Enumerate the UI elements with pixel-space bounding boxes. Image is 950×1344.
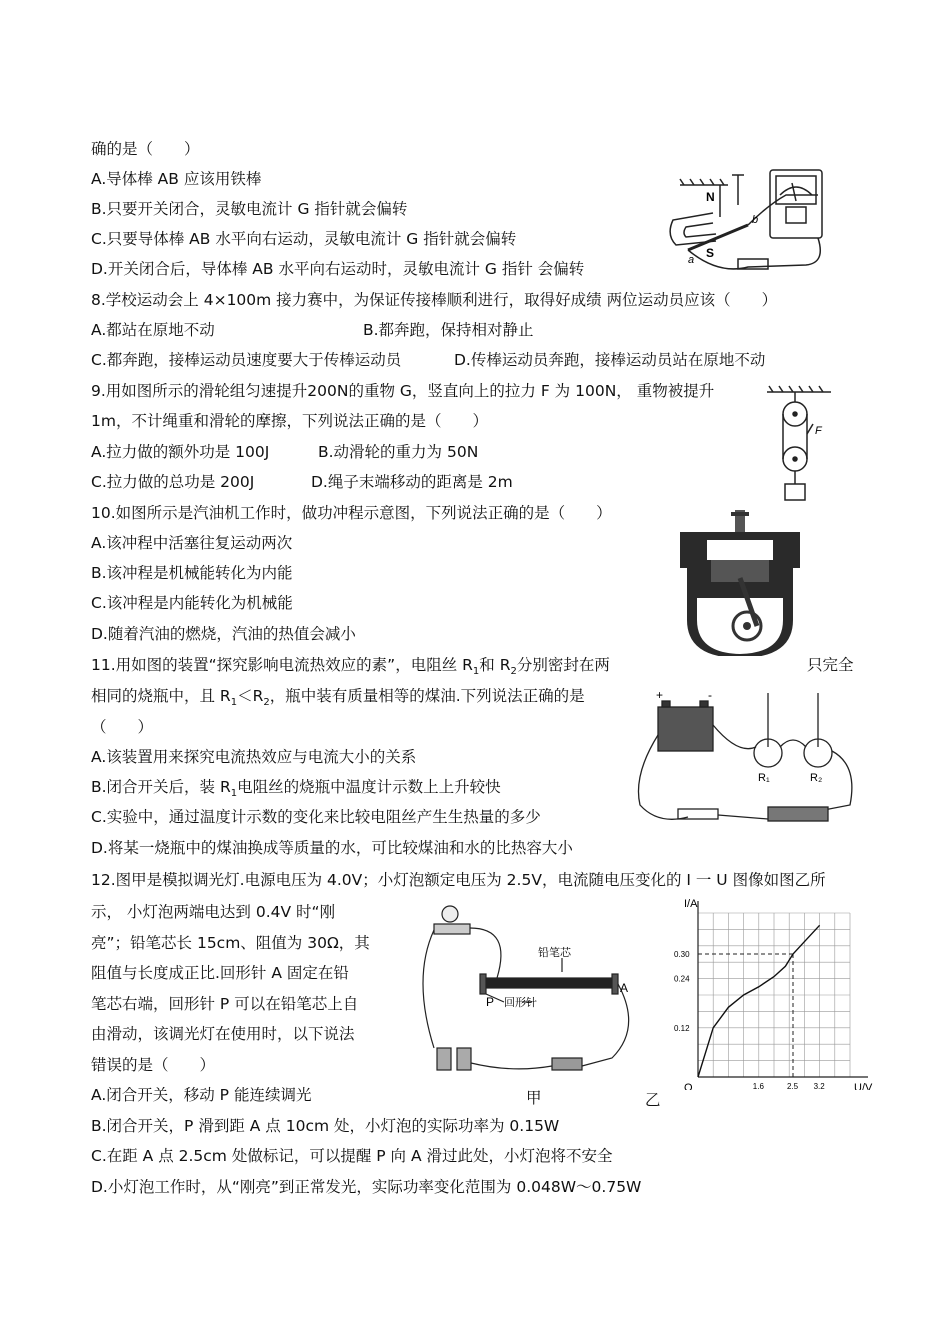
q10-engine-figure	[675, 508, 805, 656]
q9-fig-label-f: F	[815, 425, 822, 437]
q7-option-a: A.导体棒 AB 应该用铁棒	[91, 170, 262, 188]
q8-option-b: B.都奔跑，保持相对静止	[363, 321, 534, 339]
q7-option-c: C.只要导体棒 AB 水平向右运动，灵敏电流计 G 指针就会偏转	[91, 230, 517, 248]
q11-fig-r2: R₂	[810, 772, 823, 784]
q7-fig-label-n: N	[706, 190, 715, 204]
q11-r1-sub: 1	[472, 666, 480, 678]
q12-stem-line3: 亮”；铅笔芯长 15cm、阻值为 30Ω，其	[91, 934, 370, 952]
q9-option-b: B.动滑轮的重力为 50N	[318, 443, 479, 461]
q11-option-d: D.将某一烧瓶中的煤油换成等质量的水，可比较煤油和水的比热容大小	[91, 839, 573, 857]
q12-option-b: B.闭合开关，P 滑到距 A 点 10cm 处，小灯泡的实际功率为 0.15W	[91, 1117, 560, 1135]
q11-fig-minus: -	[708, 688, 712, 702]
q12-stem-line2: 示， 小灯泡两端电达到 0.4V 时“刚	[91, 903, 336, 921]
q12-iu-chart	[660, 895, 875, 1090]
q11-option-b-sub: 1	[230, 788, 238, 800]
x-tick-label: 2.5	[787, 1082, 799, 1090]
q8-stem: 8.学校运动会上 4×100m 接力赛中，为保证传接棒顺利进行，取得好成绩 两位运动员应该（ ）	[91, 291, 778, 309]
q12-fig-a-label: A	[620, 981, 629, 995]
q8-option-c: C.都奔跑，接棒运动员速度要大于传棒运动员	[91, 351, 402, 369]
q10-option-d: D.随着汽油的燃烧，汽油的热值会减小	[91, 625, 356, 643]
q7-fig-label-s: S	[706, 246, 715, 260]
q11-option-b-a: B.闭合开关后，装 R	[91, 778, 231, 796]
q12-option-a: A.闭合开关，移动 P 能连续调光	[91, 1086, 312, 1104]
q7-induction-figure	[668, 165, 868, 280]
q12-stem-line1: 12.图甲是模拟调光灯.电源电压为 4.0V；小灯泡额定电压为 2.5V，电流随电压变化的 I 一 U 图像如图乙所	[91, 871, 826, 889]
q11-heating-figure	[628, 685, 860, 835]
q11-stem2-c: ，瓶中装有质量相等的煤油.下列说法正确的是	[269, 687, 585, 705]
x-tick-label: 1.6	[752, 1082, 764, 1090]
q11-option-b-b: 电阻丝的烧瓶中温度计示数上上升较快	[237, 778, 501, 796]
q9-option-a: A.拉力做的额外功是 100J	[91, 443, 270, 461]
q12-option-d: D.小灯泡工作时，从“刚亮”到正常发光，实际功率变化范围为 0.048W～0.75W	[91, 1178, 642, 1196]
q12-caption-yi: 乙	[645, 1091, 661, 1109]
q12-stem-line6: 由滑动，该调光灯在使用时，以下说法	[91, 1025, 355, 1043]
q12-circuit-figure	[412, 898, 630, 1080]
q9-option-d: D.绳子末端移动的距离是 2m	[311, 473, 513, 491]
q10-stem: 10.如图所示是汽油机工作时，做功冲程示意图，下列说法正确的是（ ）	[91, 504, 612, 522]
q7-fig-label-b: b	[752, 214, 759, 226]
q11-stem2-b: ＜R	[237, 687, 264, 705]
q11-fig-r1: R₁	[758, 772, 770, 784]
q11-stem1-b: 和 R	[479, 656, 511, 674]
y-tick-label: 0.30	[674, 950, 690, 959]
q11-option-a: A.该装置用来探究电流热效应与电流大小的关系	[91, 748, 417, 766]
q8-option-a: A.都站在原地不动	[91, 321, 215, 339]
q9-stem-line2: 1m，不计绳重和滑轮的摩擦，下列说法正确的是（ ）	[91, 412, 488, 430]
q7-fig-label-a: a	[688, 254, 695, 266]
q7-option-d: D.开关闭合后，导体棒 AB 水平向右运动时，灵敏电流计 G 指针 会偏转	[91, 260, 585, 278]
q11-stem-line2	[91, 686, 585, 713]
q11-fig-plus: +	[656, 688, 664, 702]
y-tick-label: 0.12	[674, 1023, 690, 1033]
q12-caption-jia: 甲	[526, 1089, 542, 1107]
q7-option-b: B.只要开关闭合，灵敏电流计 G 指针就会偏转	[91, 200, 408, 218]
q11-stem2-a: 相同的烧瓶中，且 R	[91, 687, 231, 705]
x-axis-label: U/V	[854, 1082, 873, 1090]
iu-chart-svg	[660, 895, 875, 1090]
q11-stem-line1	[91, 655, 610, 682]
q11-option-c: C.实验中，通过温度计示数的变化来比较电阻丝产生生热量的多少	[91, 808, 541, 826]
q12-stem-line4: 阻值与长度成正比.回形针 A 固定在铅	[91, 964, 349, 982]
q9-option-c: C.拉力做的总功是 200J	[91, 473, 255, 491]
q11-stem-line3: （ ）	[91, 718, 154, 736]
q9-stem-line1: 9.用如图所示的滑轮组匀速提升200N的重物 G，竖直向上的拉力 F 为 100N， 重物被提升	[91, 382, 715, 400]
q12-fig-pencil-label: 铅笔芯	[538, 947, 571, 959]
q7-stem-end: 确的是（ ）	[91, 140, 200, 158]
q11-r1-sub-2: 1	[230, 697, 238, 709]
q10-option-b: B.该冲程是机械能转化为内能	[91, 564, 293, 582]
q12-fig-clip-label: 回形针	[504, 997, 537, 1009]
q12-option-c: C.在距 A 点 2.5cm 处做标记，可以提醒 P 向 A 滑过此处，小灯泡将不安全	[91, 1147, 613, 1165]
q9-pulley-figure	[765, 384, 835, 509]
q12-stem-line5: 笔芯右端，回形针 P 可以在铅笔芯上自	[91, 995, 359, 1013]
q11-stem1-a: 11.用如图的装置“探究影响电流热效应的素”，电阻丝 R	[91, 656, 473, 674]
q10-option-c: C.该冲程是内能转化为机械能	[91, 594, 293, 612]
q8-option-d: D.传棒运动员奔跑，接棒运动员站在原地不动	[454, 351, 766, 369]
q11-option-b	[91, 777, 501, 804]
q10-option-a: A.该冲程中活塞往复运动两次	[91, 534, 293, 552]
q11-stem-line1-right: 只完全	[807, 656, 854, 674]
x-tick-label: 3.2	[813, 1082, 825, 1090]
y-tick-label: 0.24	[674, 974, 690, 984]
q12-fig-p-label: P	[486, 995, 495, 1009]
q11-r2-sub-2: 2	[263, 697, 270, 709]
q11-r2-sub: 2	[510, 666, 517, 678]
origin-label: O	[684, 1082, 693, 1090]
q11-stem1-c: 分别密封在两	[516, 656, 610, 674]
q12-stem-line7: 错误的是（ ）	[91, 1056, 216, 1074]
y-axis-label: I/A	[684, 898, 698, 910]
